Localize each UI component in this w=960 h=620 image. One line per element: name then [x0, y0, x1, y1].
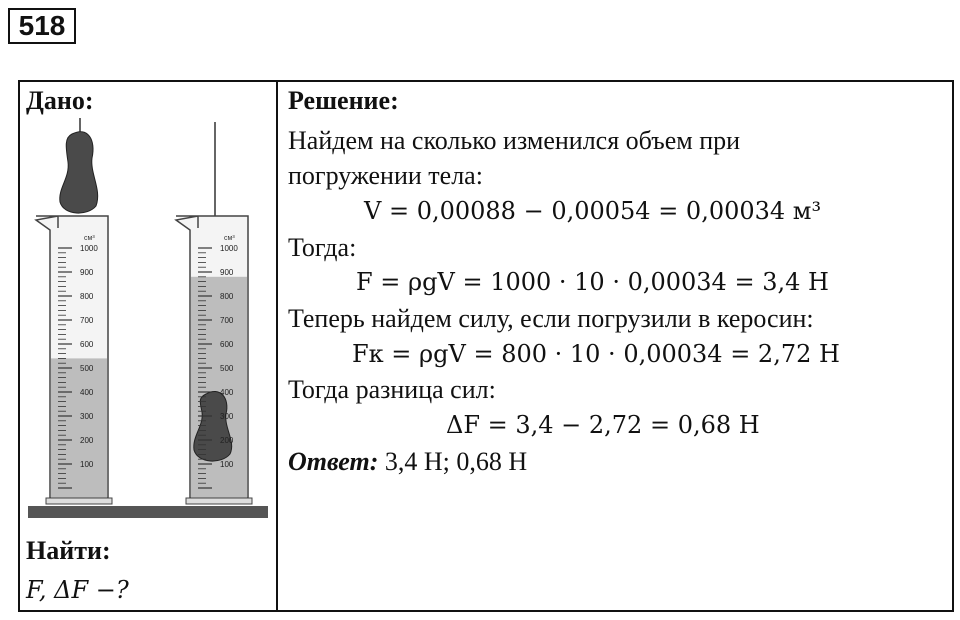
equation-force-water: F = ρgV = 1000 · 10 · 0,00034 = 3,4 Н	[356, 268, 829, 296]
scale-tick-label: 200	[220, 436, 234, 445]
scale-tick-label: 300	[80, 412, 94, 421]
table-divider	[276, 80, 278, 612]
scale-tick-label: 100	[80, 460, 94, 469]
scale-tick-label: 300	[220, 412, 234, 421]
problem-number: 518	[8, 8, 76, 44]
cylinder-1-water	[51, 358, 107, 498]
scale-tick-label: 500	[80, 364, 94, 373]
answer-text: 3,4 Н; 0,68 Н	[384, 447, 528, 476]
answer-label: Ответ:	[288, 447, 379, 476]
scale-tick-label: 700	[220, 316, 234, 325]
solution-line-4: Тогда разница сил:	[288, 375, 496, 404]
equation-volume: V = 0,00088 − 0,00054 = 0,00034 м³	[364, 197, 822, 225]
scale-tick-label: 900	[80, 268, 94, 277]
scale-tick-label: 600	[220, 340, 234, 349]
solution-line-1: Найдем на сколько изменился объем при	[288, 126, 741, 155]
cylinder-1	[36, 216, 112, 504]
scale-tick-label: 100	[220, 460, 234, 469]
scale-tick-label: 400	[80, 388, 94, 397]
scale-tick-label: 800	[80, 292, 94, 301]
scale-tick-label: 800	[220, 292, 234, 301]
equation-force-difference: ΔF = 3,4 − 2,72 = 0,68 Н	[446, 411, 760, 439]
scale-tick-label: 200	[80, 436, 94, 445]
solution-line-3: Теперь найдем силу, если погрузили в керосин:	[288, 304, 814, 333]
table-surface	[28, 506, 268, 518]
find-text: F, ΔF −?	[26, 576, 129, 604]
cylinder-unit-label: см³	[84, 235, 95, 242]
solution-then-1: Тогда:	[288, 233, 357, 262]
find-heading: Найти:	[26, 536, 111, 565]
cylinder-unit-label: см³	[224, 235, 235, 242]
stone-shape	[60, 132, 98, 213]
scale-tick-label: 500	[220, 364, 234, 373]
solution-line-2: погружении тела:	[288, 161, 483, 190]
scale-tick-label: 900	[220, 268, 234, 277]
cylinder-2	[176, 122, 252, 504]
solution-heading: Решение:	[288, 86, 399, 115]
scale-tick-label: 1000	[80, 244, 98, 253]
scale-tick-label: 600	[80, 340, 94, 349]
equation-force-kerosene: Fк = ρgV = 800 · 10 · 0,00034 = 2,72 Н	[352, 340, 840, 368]
scale-tick-label: 400	[220, 388, 234, 397]
cylinders-illustration	[28, 118, 268, 518]
given-heading: Дано:	[26, 86, 94, 115]
scale-tick-label: 700	[80, 316, 94, 325]
scale-tick-label: 1000	[220, 244, 238, 253]
answer-line	[288, 447, 527, 477]
